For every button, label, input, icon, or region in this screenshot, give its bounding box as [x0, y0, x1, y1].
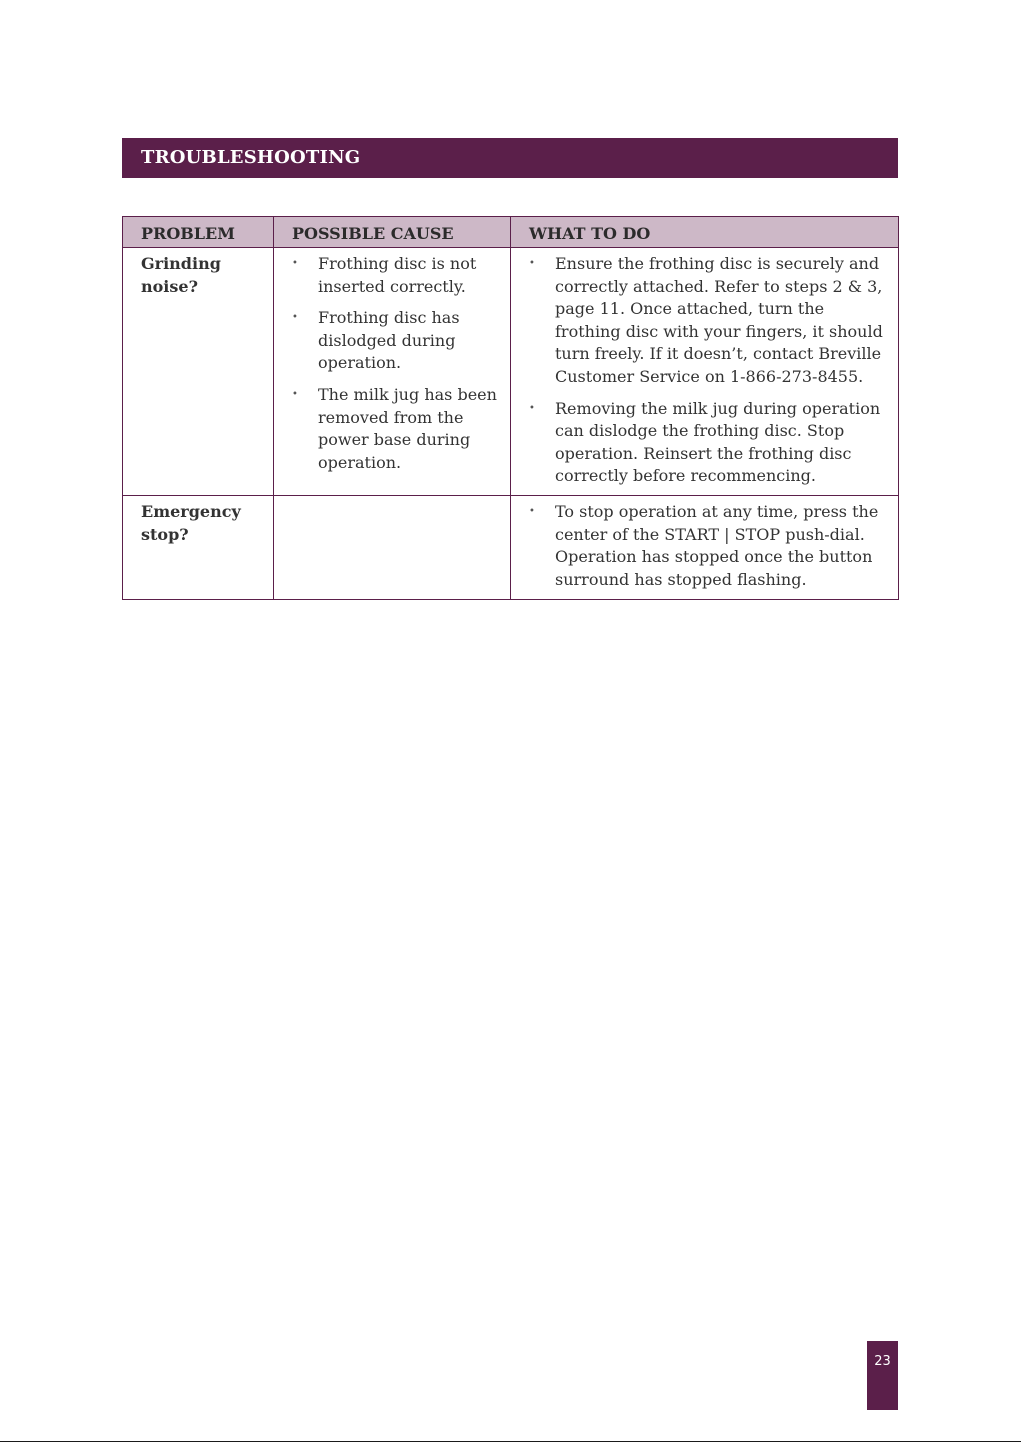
- bullet-icon: •: [529, 258, 535, 269]
- list-item-text: The milk jug has been removed from the power base during operation.: [318, 384, 497, 472]
- troubleshooting-table: [122, 216, 899, 600]
- page-number: 23: [874, 1354, 891, 1369]
- list-item-text: Frothing disc is not inserted correctly.: [318, 254, 477, 296]
- cause-cell: [274, 248, 511, 496]
- list-item: [529, 501, 892, 591]
- table-row: [123, 248, 899, 496]
- page-number-tab: [867, 1341, 898, 1410]
- list-item: [292, 253, 504, 298]
- problem-cell: [123, 496, 274, 600]
- what-to-do-list: [529, 501, 892, 591]
- table-row: [123, 496, 899, 600]
- bullet-icon: •: [529, 506, 535, 517]
- table-header-row: [123, 217, 899, 248]
- problem-cell: [123, 248, 274, 496]
- what-to-do-list: [529, 253, 892, 488]
- bullet-icon: •: [292, 312, 298, 324]
- header-what-to-do: WHAT TO DO: [511, 217, 899, 248]
- problem-label: Grinding noise?: [141, 254, 221, 296]
- list-item: [292, 307, 504, 375]
- section-title: TROUBLESHOOTING: [122, 138, 898, 178]
- list-item: [529, 253, 892, 389]
- header-problem: PROBLEM: [123, 217, 274, 248]
- cause-cell: [274, 496, 511, 600]
- header-possible-cause: POSSIBLE CAUSE: [274, 217, 511, 248]
- bullet-icon: •: [529, 402, 535, 414]
- list-item: [529, 398, 892, 488]
- problem-label: Emergency stop?: [141, 502, 241, 544]
- list-item-text: Ensure the frothing disc is securely and correctly attached. Refer to steps 2 & 3, page 11. Once attached, turn the frothing disc with your fingers, it should turn freely. If it doesn’t, contact Breville Customer Service on 1-866-273-8455.: [555, 254, 883, 386]
- bullet-icon: •: [292, 388, 298, 400]
- what-to-do-cell: [511, 496, 899, 600]
- cause-list: [292, 253, 504, 474]
- bottom-divider: [0, 1441, 1021, 1442]
- list-item: [292, 384, 504, 474]
- list-item-text: Removing the milk jug during operation can dislodge the frothing disc. Stop operation. Reinsert the frothing disc correctly before recommencing.: [555, 398, 881, 486]
- bullet-icon: •: [292, 258, 298, 269]
- list-item-text: To stop operation at any time, press the center of the START | STOP push-dial. Operation has stopped once the button surround has stopped flashing.: [555, 502, 879, 589]
- list-item-text: Frothing disc has dislodged during operation.: [318, 308, 460, 373]
- what-to-do-cell: [511, 248, 899, 496]
